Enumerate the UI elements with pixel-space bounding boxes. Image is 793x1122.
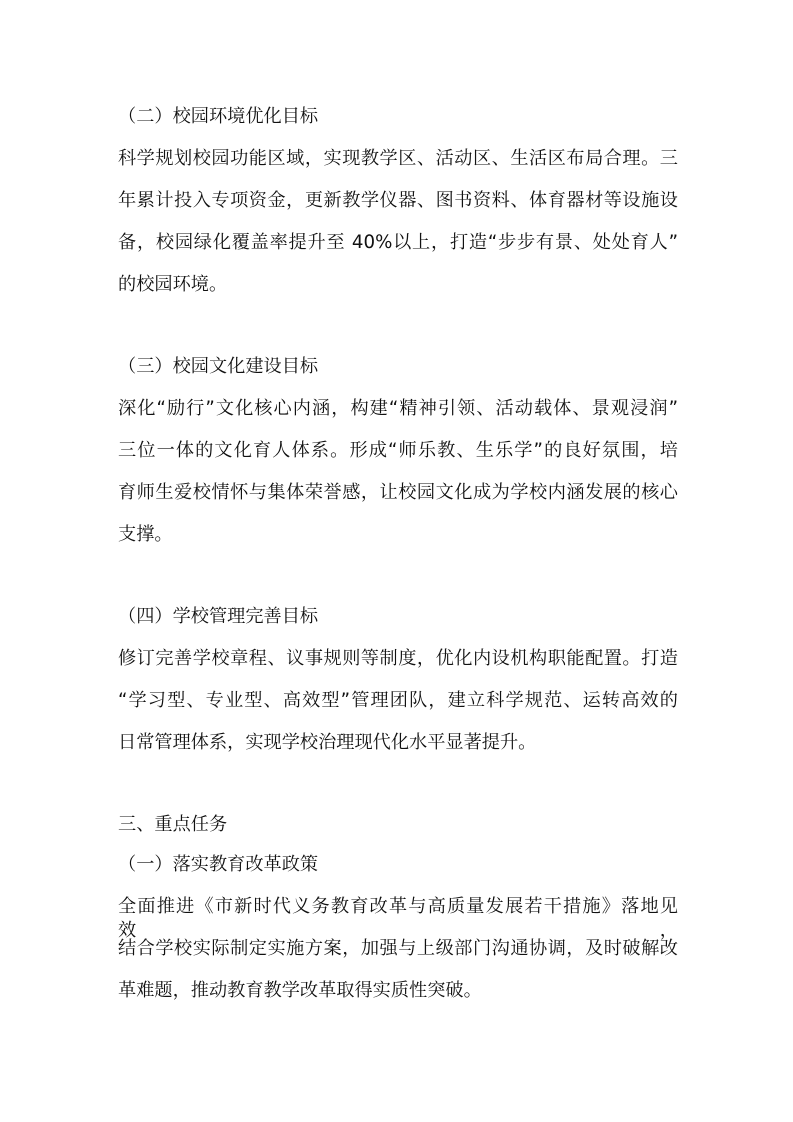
paragraph-line: “学习型、专业型、高效型”管理团队，建立科学规范、运转高效的 <box>118 690 678 711</box>
paragraph-line: 备，校园绿化覆盖率提升至 40%以上，打造“步步有景、处处育人” <box>118 232 678 253</box>
paragraph-line: 全面推进《市新时代义务教育改革与高质量发展若干措施》落地见效， <box>118 896 678 941</box>
chapter-heading: 三、重点任务 <box>118 814 228 835</box>
paragraph-line: 日常管理体系，实现学校治理现代化水平显著提升。 <box>118 732 537 753</box>
paragraph-line: 结合学校实际制定实施方案，加强与上级部门沟通协调，及时破解改 <box>118 938 678 959</box>
paragraph-line: 革难题，推动教育教学改革取得实质性突破。 <box>118 980 482 1001</box>
section-heading-task-1: （一）落实教育改革政策 <box>118 854 319 875</box>
paragraph-line: 修订完善学校章程、议事规则等制度，优化内设机构职能配置。打造 <box>118 648 678 669</box>
section-heading-3: （三）校园文化建设目标 <box>118 356 319 377</box>
paragraph-line: 的校园环境。 <box>118 274 228 295</box>
paragraph-line: 育师生爱校情怀与集体荣誉感，让校园文化成为学校内涵发展的核心 <box>118 482 678 503</box>
section-heading-2: （二）校园环境优化目标 <box>118 106 319 127</box>
paragraph-line: 年累计投入专项资金，更新教学仪器、图书资料、体育器材等设施设 <box>118 190 678 211</box>
paragraph-line: 三位一体的文化育人体系。形成“师乐教、生乐学”的良好氛围，培 <box>118 440 678 461</box>
paragraph-line: 支撑。 <box>118 524 173 545</box>
paragraph-line: 科学规划校园功能区域，实现教学区、活动区、生活区布局合理。三 <box>118 148 678 169</box>
paragraph-line: 深化“励行”文化核心内涵，构建“精神引领、活动载体、景观浸润” <box>118 398 678 419</box>
section-heading-4: （四）学校管理完善目标 <box>118 606 319 627</box>
